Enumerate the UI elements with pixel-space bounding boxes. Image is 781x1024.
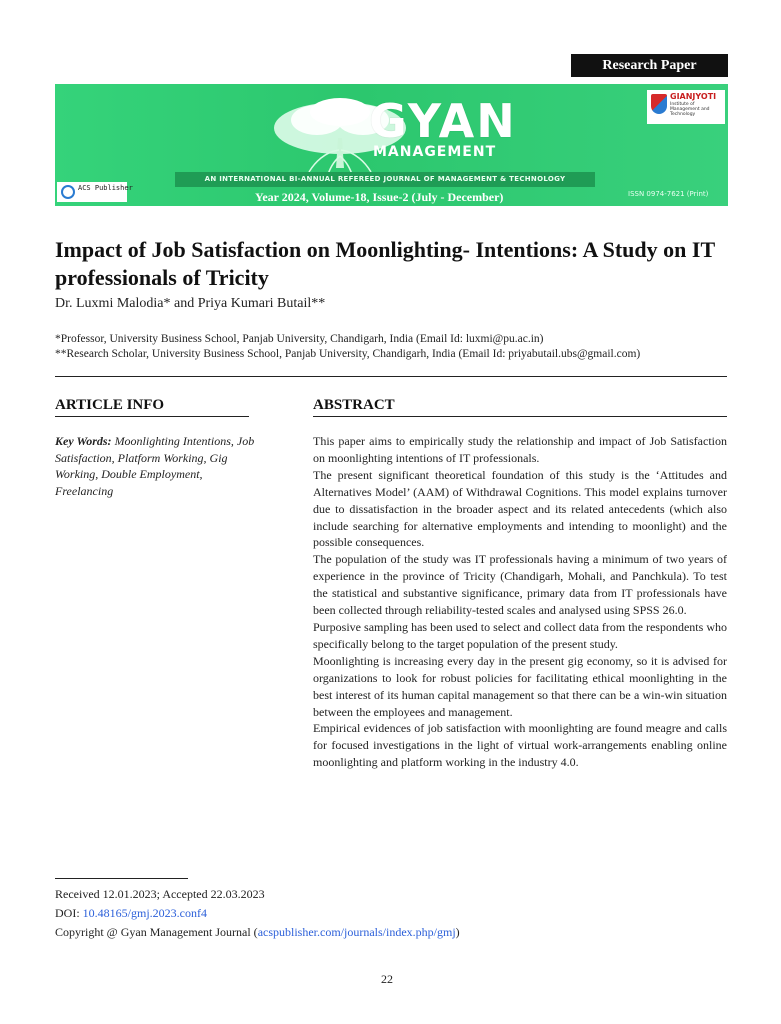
received-dates: Received 12.01.2023; Accepted 22.03.2023 <box>55 887 265 901</box>
gianjyoti-shield-icon <box>651 94 667 114</box>
issn-text: ISSN 0974-7621 (Print) <box>628 190 709 198</box>
authors: Dr. Luxmi Malodia* and Priya Kumari Butail** <box>55 296 326 311</box>
keywords-label: Key Words: <box>55 434 112 448</box>
abstract-heading: ABSTRACT <box>313 397 395 413</box>
abstract-divider <box>313 416 727 417</box>
abstract-paragraph: This paper aims to empirically study the relationship and impact of Job Satisfaction on moonlighting intentions of IT professionals. <box>313 434 727 465</box>
copyright-suffix: ) <box>455 925 460 939</box>
doi-link[interactable]: 10.48165/gmj.2023.conf4 <box>82 906 207 920</box>
acs-publisher-name: ACS Publisher <box>78 184 133 192</box>
copyright-prefix: Copyright @ Gyan Management Journal ( <box>55 925 258 939</box>
affiliation-1: *Professor, University Business School, Panjab University, Chandigarh, India (Email Id: luxmi@pu.ac.in) <box>55 333 544 345</box>
page-number: 22 <box>381 972 393 986</box>
doi-line <box>55 906 207 921</box>
journal-banner <box>55 84 728 206</box>
keywords <box>55 433 255 499</box>
paper-title: Impact of Job Satisfaction on Moonlighting- Intentions: A Study on IT professionals of Tricity <box>55 237 715 290</box>
article-info-divider <box>55 416 249 417</box>
abstract-paragraph: Empirical evidences of job satisfaction with moonlighting are found meagre and calls for focused investigations in the light of virtual work-arrangements enabling online moonlighting and platform working in the industry 4.0. <box>313 721 727 770</box>
research-paper-badge: Research Paper <box>571 54 728 77</box>
abstract-paragraph: Moonlighting is increasing every day in the present gig economy, so it is advised for organizations to look for robust policies for facilitating ethical moonlighting in the best interest of its human capital management so that there can be a win-win situation between the employees and management. <box>313 653 727 719</box>
copyright-line <box>55 925 460 940</box>
journal-url-link[interactable]: acspublisher.com/journals/index.php/gmj <box>257 925 456 939</box>
abstract-paragraph: The population of the study was IT professionals having a minimum of two years of experience in the province of Tricity (Chandigarh, Mohali, and Panchkula). To test the statistical and substantive significance, primary data from IT professionals have been collected through reliability-tested scales and analysed using SPSS 26.0. <box>313 552 727 618</box>
acs-globe-icon <box>61 185 75 199</box>
article-info-heading: ARTICLE INFO <box>55 397 165 413</box>
abstract-body <box>313 433 727 771</box>
header-divider <box>55 376 727 377</box>
keywords-list: Moonlighting Intentions, Job Satisfaction, Platform Working, Gig Working, Double Employment, Freelancing <box>55 434 255 498</box>
gianjyoti-description: Institute of Management and Technology <box>670 102 710 117</box>
affiliation-2: **Research Scholar, University Business School, Panjab University, Chandigarh, India (Email Id: priyabutail.ubs@gmail.com) <box>55 348 641 360</box>
abstract-paragraph: Purposive sampling has been used to select and collect data from the respondents who specifically belong to the target population of the present study. <box>313 619 727 651</box>
footnote-divider <box>55 878 188 879</box>
management-logo-text: MANAGEMENT <box>373 144 497 160</box>
gianjyoti-name: GIANJYOTI <box>670 92 717 101</box>
abstract-paragraph: The present significant theoretical foundation of this study is the ‘Attitudes and Alternatives Model’ (AAM) of Withdrawal Cognitions. This model explains turnover due to dissatisfaction in the broader aspect and its related antecedents (which also include searching for alternative employments and intending to moonlight) and the possible consequences. <box>313 467 727 550</box>
issue-info: Year 2024, Volume-18, Issue-2 (July - December) <box>255 190 504 204</box>
gyan-logo-text: GYAN <box>369 94 517 148</box>
journal-tagline: AN INTERNATIONAL BI-ANNUAL REFEREED JOURNAL OF MANAGEMENT & TECHNOLOGY <box>204 175 566 183</box>
doi-label: DOI: <box>55 906 83 920</box>
